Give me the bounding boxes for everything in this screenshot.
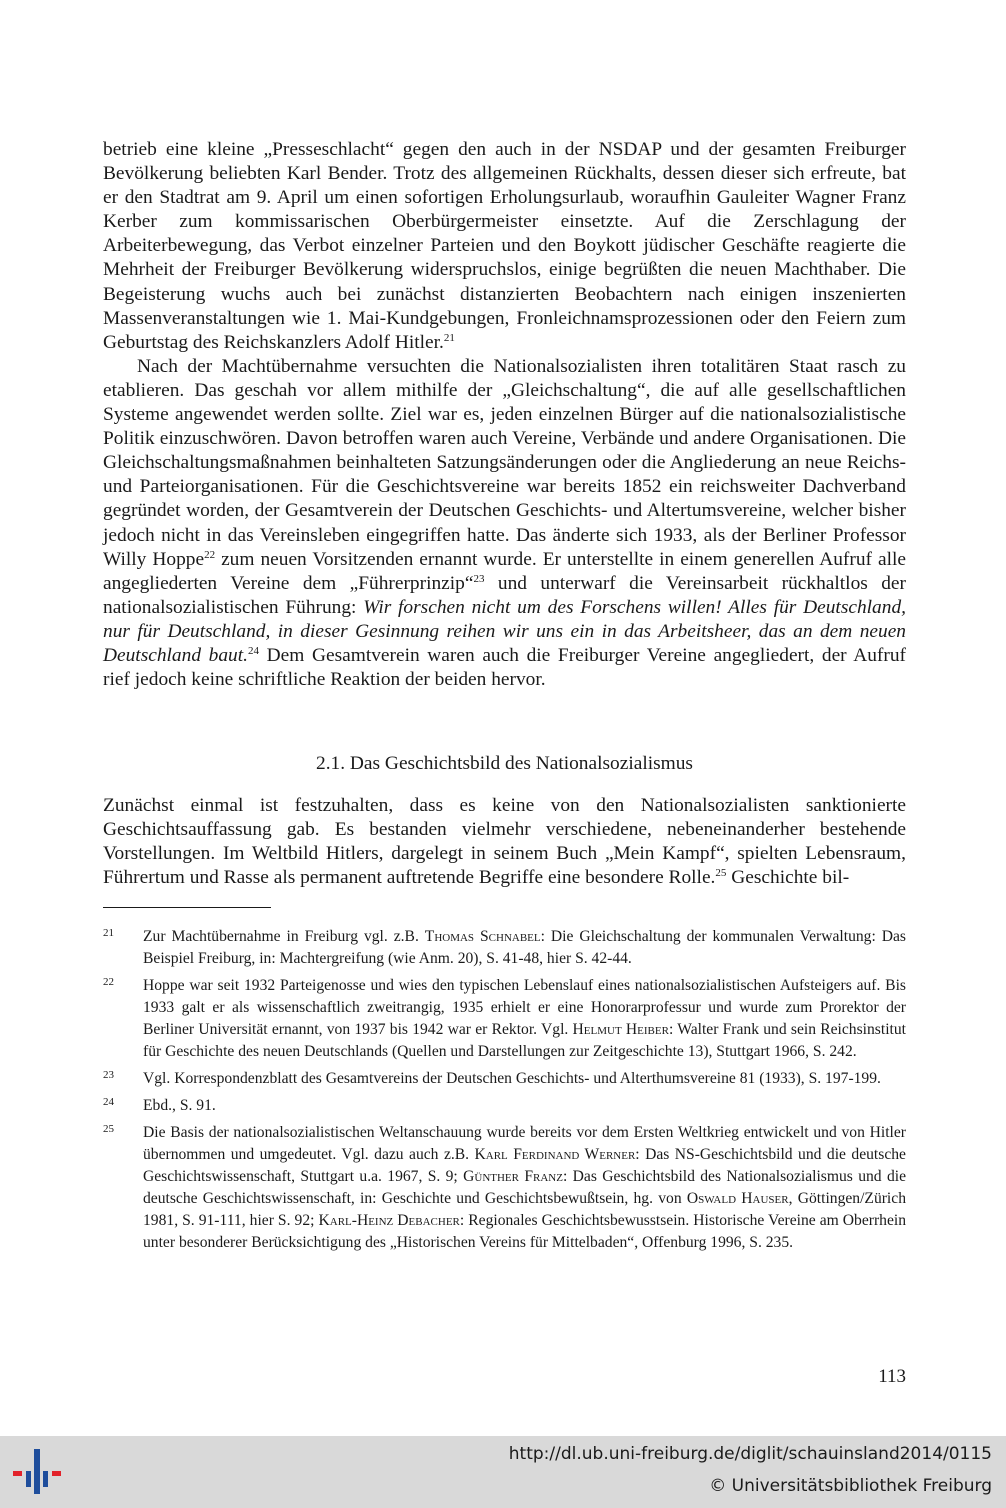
footnote-number: 23: [103, 1069, 114, 1081]
footnote-ref[interactable]: 23: [473, 572, 485, 585]
footnote-ref[interactable]: 24: [247, 644, 259, 657]
footnote-22: 22 Hoppe war seit 1932 Parteigenosse und wies den typischen Lebenslauf eines nationalsozialistischen Aufsteigers auf. Bis 1933 galt er als wissenschaftlich zweitrangig, 1935 erhielt er eine Honorarprofessur und wurde zum Prorektor der Berliner Universität ernannt, von 1937 bis 1942 war er Rektor. Vgl. Helmut Heiber: Walter Frank und sein Reichsinstitut für Geschichte des neuen Deutschlands (Quellen und Darstellungen zur Zeitgeschichte 13), Stuttgart 1966, S. 242.: [103, 975, 906, 1063]
page-number: 113: [878, 1366, 906, 1387]
footnote-24: 24 Ebd., S. 91.: [103, 1095, 906, 1117]
author-name: Günther Franz: [463, 1168, 563, 1185]
author-name: Karl-Heinz Debacher: [318, 1212, 460, 1229]
footnote-ref[interactable]: 25: [715, 867, 727, 880]
footnote-ref[interactable]: 21: [443, 331, 455, 344]
paragraph: Nach der Machtübernahme versuchten die Nationalsozialisten ihren totalitären Staat rasch zu etablieren. Das geschah vor allem mithilfe der „Gleichschaltung“, die auf alle gesellschaftlichen Systeme angewendet werden sollte. Ziel war es, jeden einzelnen Bürger auf die nationalsozialistische Politik einzuschwören. Davon betroffen waren auch Vereine, Verbände und andere Organisationen. Die Gleichschaltungsmaßnahmen beinhalteten Satzungsänderungen oder die Angliederung an neue Reichs- und Parteiorganisationen. Für die Geschichtsvereine war bereits 1852 ein reichsweiter Dachverband gegründet worden, der Gesamtverein der Deutschen Geschichts- und Altertumsvereine, welcher bisher jedoch nicht in das Vereinsleben eingegriffen hatte. Das änderte sich 1933, als der Berliner Professor Willy Hoppe$^{22}$ zum neuen Vorsitzenden ernannt wurde. Er unterstellte in einem generellen Aufruf alle angegliederten Vereine dem „Führerprinzip“$^{23}$ und unterwarf die Vereinsarbeit rückhaltlos der nationalsozialistischen Führung: Wir forschen nicht um des Forschens willen! Alles für Deutschland, nur für Deutschland, in dieser Gesinnung reihen wir uns ein in das Arbeitsheer, das an dem neuen Deutschland baut.$^{24}$ Dem Gesamtverein waren auch die Freiburger Vereine angegliedert, der Aufruf rief jedoch keine schriftliche Reaktion der beiden hervor.: [103, 355, 906, 691]
paragraph: betrieb eine kleine „Presseschlacht“ gegen den auch in der NSDAP und der gesamten Freiburger Bevölkerung beliebten Karl Bender. Trotz des allgemeinen Rückhalts, dessen dieser sich erfreute, bat er den Stadtrat am 9. April um einen sofortigen Erholungsurlaub, woraufhin Gauleiter Wagner Franz Kerber zum kommissarischen Oberbürgermeister einsetzte. Auf die Zerschlagung der Arbeiterbewegung, das Verbot einzelner Parteien und den Boykott jüdischer Geschäfte reagierte die Mehrheit der Freiburger Bevölkerung widerspruchslos, einige begrüßten die neuen Machthaber. Die Begeisterung wuchs auch bei zunächst distanzierten Beobachtern nach einigen inszenierten Massenveranstaltungen wie 1. Mai-Kundgebungen, Fronleichnamsprozessionen oder den Feiern zum Geburtstag des Reichskanzlers Adolf Hitler.$^{21}$: [103, 139, 906, 353]
footer-bar: [0, 1436, 1006, 1508]
author-name: Thomas Schnabel: [424, 928, 541, 945]
author-name: Karl Ferdinand Werner: [474, 1146, 636, 1163]
footnote-number: 24: [103, 1096, 114, 1108]
footnote-25: 25 Die Basis der nationalsozialistischen Weltanschauung wurde bereits vor dem Ersten Weltkrieg entwickelt und von Hitler übernommen und umgedeutet. Vgl. dazu auch z.B. Karl Ferdinand Werner: Das NS-Geschichtsbild und die deutsche Geschichtswissenschaft, Stuttgart u.a. 1967, S. 9; Günther Franz: Das Geschichtsbild des Nationalsozialismus und die deutsche Geschichtswissenschaft, in: Geschichte und Geschichtsbewußtsein, hg. von Oswald Hauser, Göttingen/Zürich 1981, S. 91-111, hier S. 92; Karl-Heinz Debacher: Regionales Geschichtsbewusstsein. Historische Vereine am Oberrhein unter besonderer Berücksichtigung des „Historischen Vereins für Mittelbaden“, Offenburg 1996, S. 235.: [103, 1122, 906, 1254]
author-name: Helmut Heiber: [572, 1021, 669, 1038]
paragraph: Zunächst einmal ist festzuhalten, dass es keine von den Nationalsozialisten sanktionierte Geschichtsauffassung gab. Es bestanden vielmehr verschiedene, nebeneinanderher bestehende Vorstellungen. Im Weltbild Hitlers, dargelegt in seinem Buch „Mein Kampf“, spielten Lebensraum, Führertum und Rasse als permanent auftretende Begriffe eine besondere Rolle.$^{25}$ Geschichte bil-: [103, 795, 906, 889]
author-name: Oswald Hauser: [686, 1190, 789, 1207]
copyright-notice: © Universitätsbibliothek Freiburg: [709, 1476, 992, 1496]
main-text-continued: [103, 794, 906, 890]
footnote-number: 21: [103, 927, 114, 939]
quote: Wir forschen nicht um des Forschens willen! Alles für Deutschland, nur für Deutschland, in dieser Gesinnung reihen wir uns ein in das Arbeitsheer, das an dem neuen Deutschland baut.: [103, 596, 906, 666]
footnote-divider: [103, 907, 271, 908]
footnote-23: 23 Vgl. Korrespondenzblatt des Gesamtvereins der Deutschen Geschichts- und Alterthumsvereine 81 (1933), S. 197-199.: [103, 1068, 906, 1090]
footnote-number: 22: [103, 976, 114, 988]
section-heading: 2.1. Das Geschichtsbild des Nationalsozialismus: [316, 753, 693, 774]
footnote-number: 25: [103, 1123, 114, 1135]
footnote-ref[interactable]: 22: [204, 548, 216, 561]
main-text: [103, 138, 906, 692]
permalink-url[interactable]: http://dl.ub.uni-freiburg.de/diglit/schauinsland2014/0115: [508, 1444, 992, 1464]
footnotes: [103, 926, 906, 1259]
footnote-21: 21 Zur Machtübernahme in Freiburg vgl. z.B. Thomas Schnabel: Die Gleichschaltung der kommunalen Verwaltung: Das Beispiel Freiburg, in: Machtergreifung (wie Anm. 20), S. 41-48, hier S. 42-44.: [103, 926, 906, 970]
ub-freiburg-logo-icon[interactable]: [10, 1443, 64, 1501]
